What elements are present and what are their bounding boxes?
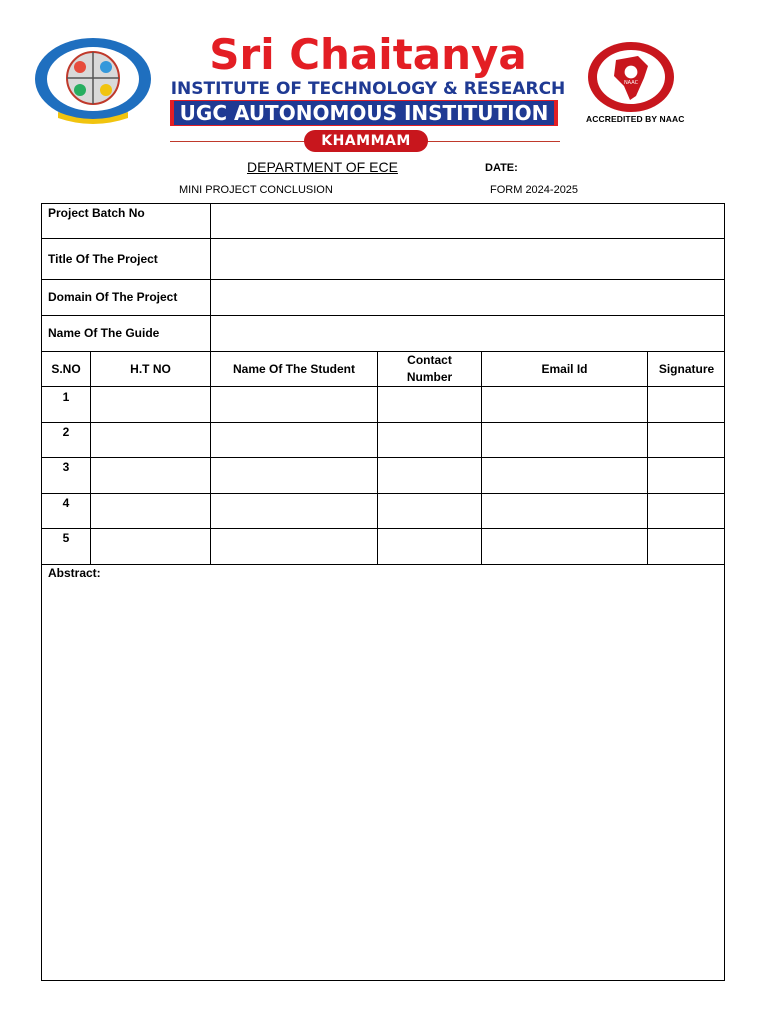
row-divider: [42, 564, 724, 565]
row-divider: [42, 386, 724, 387]
row-divider: [42, 457, 724, 458]
department-title: DEPARTMENT OF ECE: [247, 159, 398, 175]
form-year: FORM 2024-2025: [490, 184, 579, 196]
abstract-label: Abstract:: [48, 566, 101, 580]
col-header-student-name: Name Of The Student: [232, 361, 355, 376]
label-column-divider: [210, 204, 211, 351]
col-header-email: Email Id: [541, 361, 588, 376]
row-divider: [42, 238, 724, 239]
row-number: 1: [62, 390, 70, 404]
row-number: 2: [62, 425, 70, 439]
col-header-contact-number: Contact Number: [406, 353, 453, 384]
col-header-signature: Signature: [658, 361, 715, 376]
row-number: 5: [62, 531, 70, 545]
form-title: MINI PROJECT CONCLUSION: [179, 184, 333, 196]
accreditation-caption: ACCREDITED BY NAAC: [586, 114, 685, 124]
institute-emblem-logo: [28, 34, 158, 124]
project-title-label: Title Of The Project: [48, 252, 158, 266]
row-divider: [42, 279, 724, 280]
naac-badge-text: NAAC: [623, 80, 639, 86]
guide-name-label: Name Of The Guide: [48, 326, 160, 340]
row-number: 4: [62, 496, 70, 510]
project-domain-label: Domain Of The Project: [48, 290, 178, 304]
row-divider: [42, 422, 724, 423]
abstract-value[interactable]: [48, 586, 718, 976]
row-divider: [42, 493, 724, 494]
row-divider: [42, 315, 724, 316]
project-batch-label: Project Batch No: [48, 206, 145, 220]
location-badge: KHAMMAM: [304, 130, 428, 152]
institute-name: Sri Chaitanya: [209, 30, 527, 79]
autonomy-text: UGC AUTONOMOUS INSTITUTION: [174, 101, 555, 125]
autonomy-banner: [170, 100, 558, 126]
institute-subtitle: INSTITUTE OF TECHNOLOGY & RESEARCH: [170, 79, 566, 99]
row-number: 3: [62, 460, 70, 474]
col-header-ht-no: H.T NO: [130, 361, 171, 376]
col-header-sno: S.NO: [51, 361, 81, 376]
row-divider: [42, 528, 724, 529]
mini-project-form: [41, 203, 725, 981]
naac-seal-logo: [586, 40, 676, 114]
date-label: DATE:: [485, 162, 518, 174]
